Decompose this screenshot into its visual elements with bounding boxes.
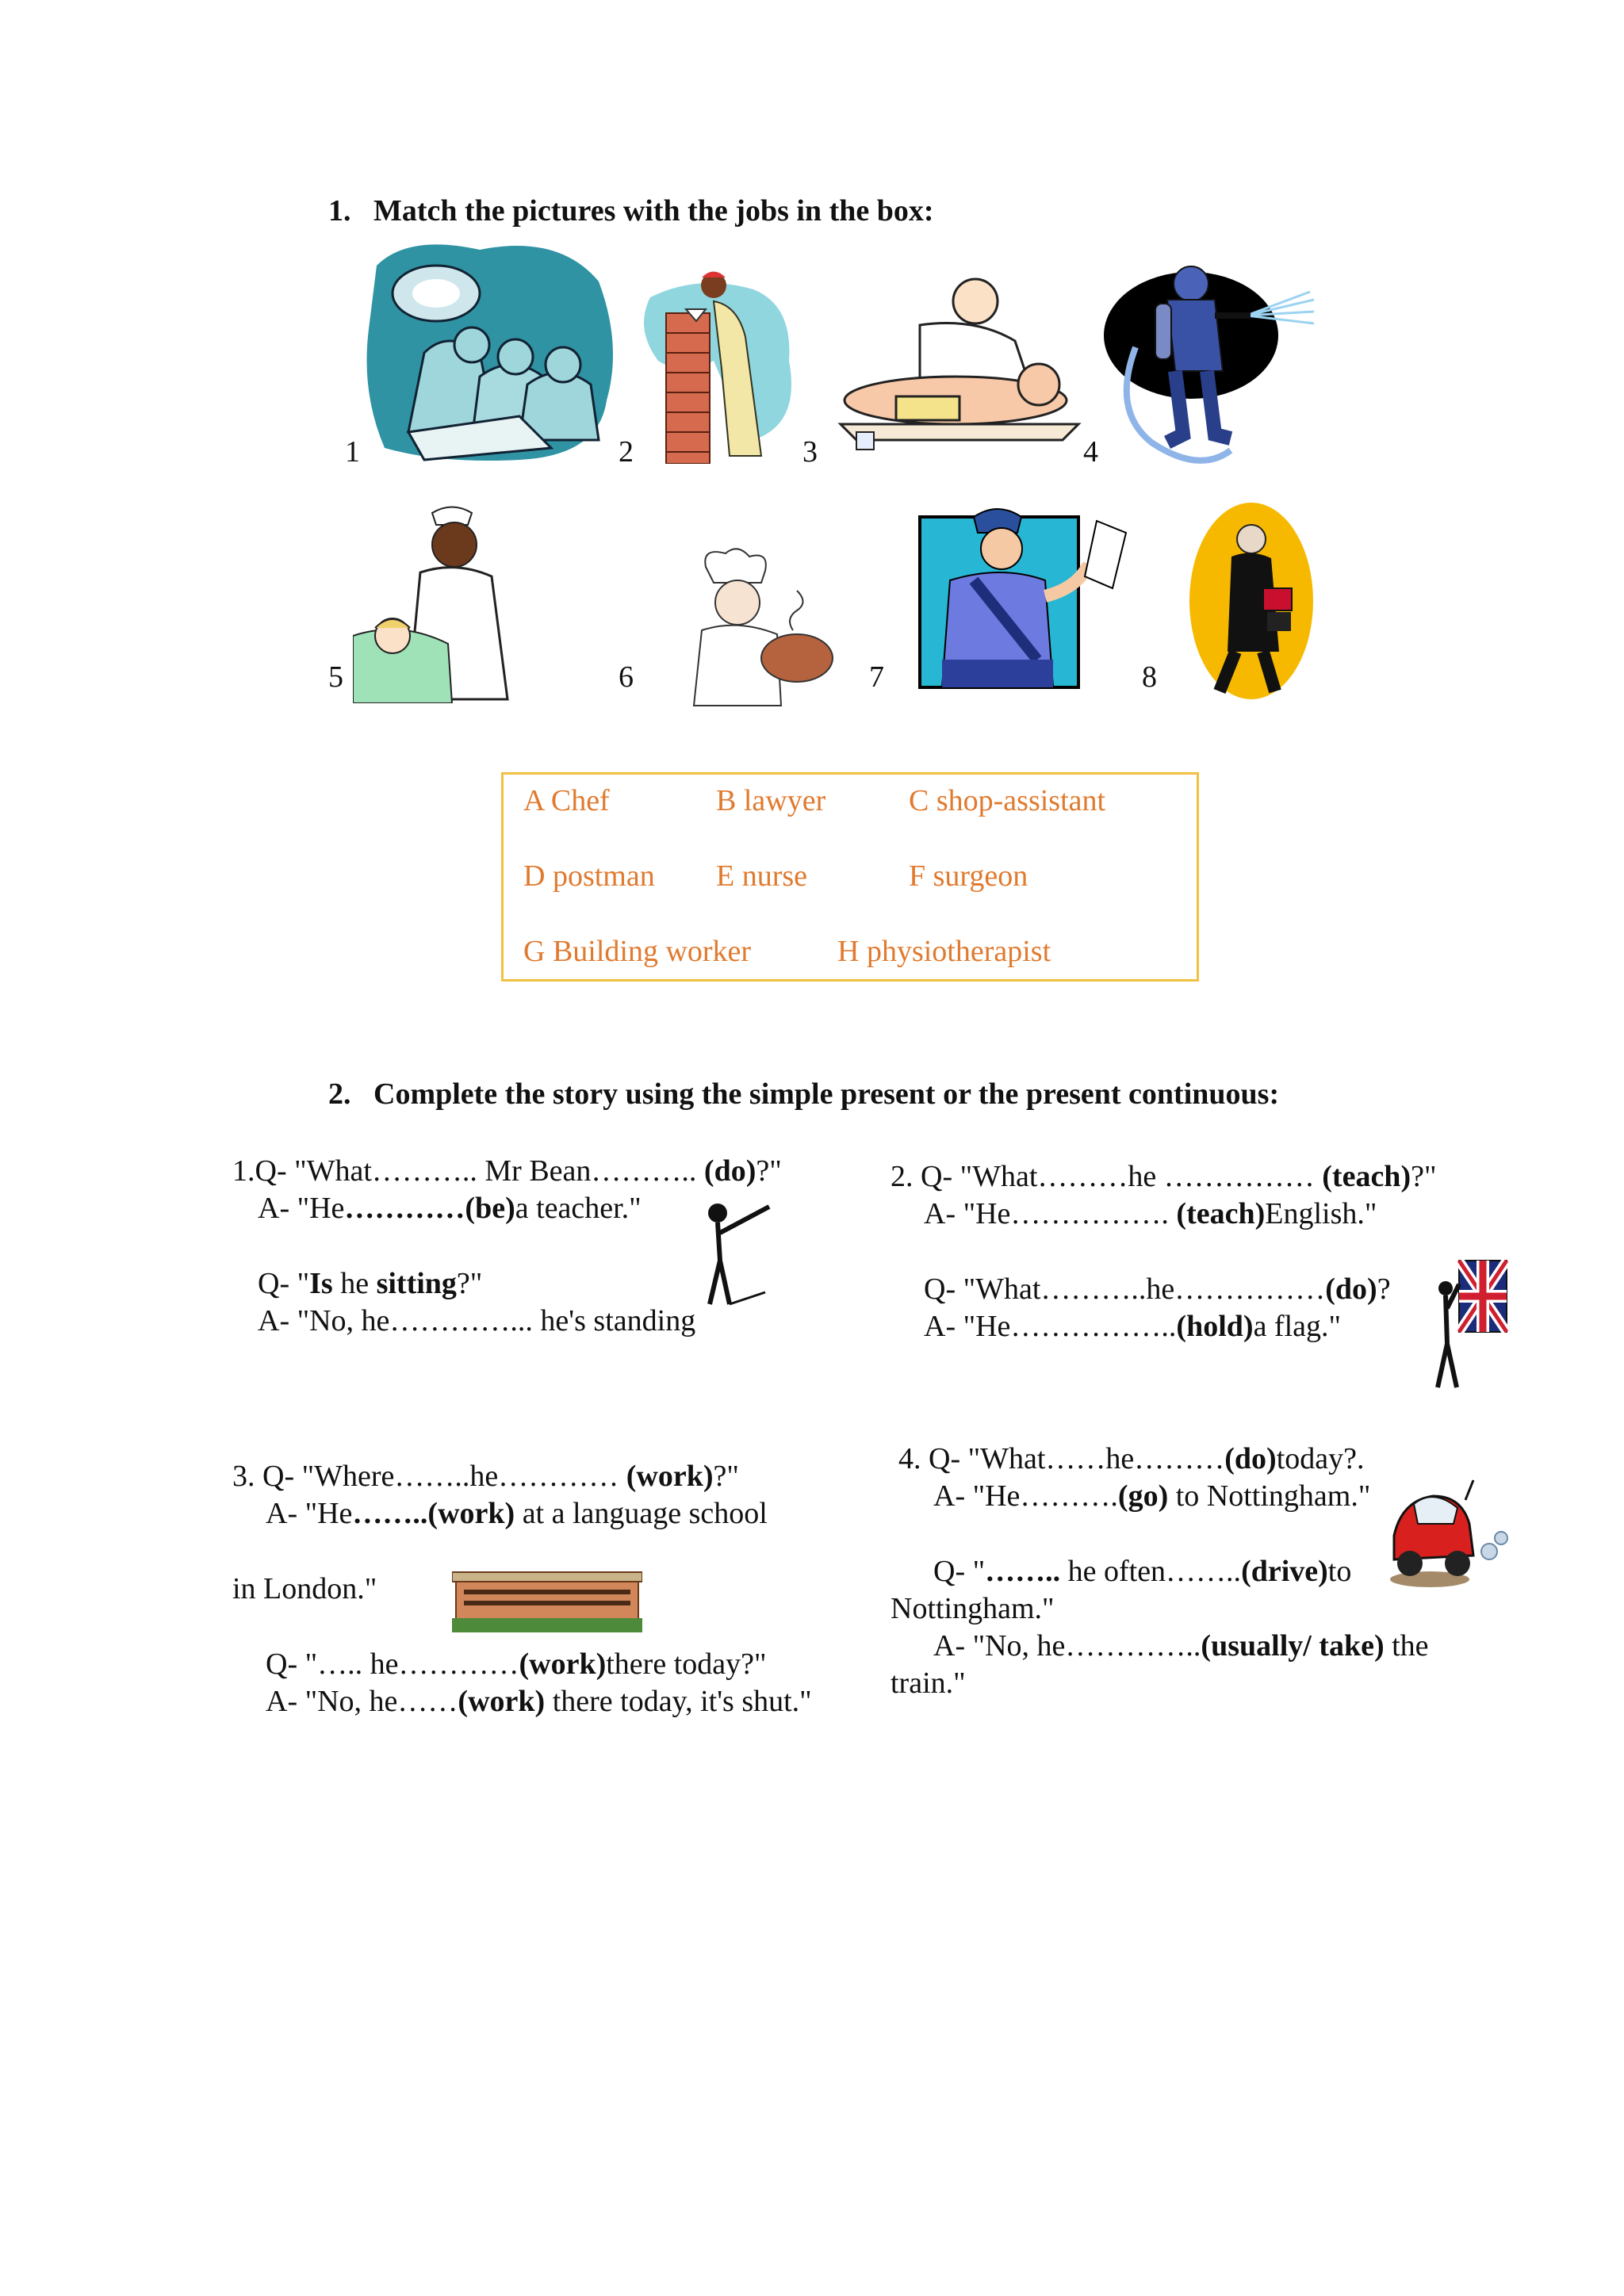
job-option: G Building worker bbox=[523, 935, 752, 968]
picture-number: 4 bbox=[1083, 435, 1098, 469]
job-option: H physiotherapist bbox=[837, 935, 1051, 968]
surgeons-operating-icon bbox=[361, 234, 619, 464]
job-option: C shop-assistant bbox=[909, 784, 1106, 817]
picture-number: 3 bbox=[802, 435, 818, 469]
job-option: A Chef bbox=[523, 784, 610, 817]
lawyer-briefcase-icon bbox=[1188, 501, 1315, 701]
physiotherapist-massage-icon bbox=[825, 270, 1086, 452]
exercise-line: A- "No, he……(work) there today, it's shut." bbox=[266, 1685, 812, 1718]
mr-bean-flag-icon bbox=[1431, 1253, 1511, 1391]
exercise-line: A- "He……..(work) at a language school bbox=[266, 1497, 768, 1530]
red-car-icon bbox=[1386, 1476, 1513, 1591]
section-2-heading bbox=[328, 1077, 1279, 1112]
exercise-line: 2. Q- "What………he …………… (teach)?" bbox=[891, 1160, 1437, 1193]
exercise-line: in London." bbox=[232, 1572, 377, 1605]
exercise-line: train." bbox=[891, 1667, 966, 1700]
job-option: E nurse bbox=[716, 859, 808, 893]
exercise-line: A- "He…………(be)a teacher." bbox=[258, 1192, 642, 1225]
picture-number: 1 bbox=[345, 435, 360, 469]
picture-number: 5 bbox=[328, 660, 343, 694]
exercise-line: A- "No, he…………... he's standing bbox=[258, 1304, 696, 1337]
mr-bean-pointing-icon bbox=[698, 1197, 777, 1308]
job-option: F surgeon bbox=[909, 859, 1028, 893]
exercise-line: Q- "What………..he……………(do)? bbox=[924, 1272, 1391, 1306]
section-2-number: 2. bbox=[328, 1077, 351, 1111]
exercise-line: A- "He……………..(hold)a flag." bbox=[924, 1310, 1342, 1343]
building-worker-bricks-icon bbox=[634, 266, 801, 464]
exercise-line: Q- "….. he…………(work)there today?" bbox=[266, 1647, 767, 1681]
section-1-heading bbox=[328, 193, 934, 228]
exercise-line: A- "No, he…………..(usually/ take) the bbox=[933, 1629, 1429, 1663]
picture-number: 7 bbox=[869, 660, 884, 694]
exercise-line: 3. Q- "Where……..he………… (work)?" bbox=[232, 1460, 739, 1493]
exercise-line: 4. Q- "What……he………(do)today?. bbox=[898, 1442, 1365, 1475]
exercise-line: Q- "Is he sitting?" bbox=[258, 1267, 483, 1300]
school-building-icon bbox=[452, 1566, 642, 1633]
exercise-line: A- "He……………. (teach)English." bbox=[924, 1197, 1377, 1230]
nurse-patient-icon bbox=[353, 501, 519, 703]
exercise-line: Q- "…….. he often……..(drive)to bbox=[933, 1555, 1352, 1588]
exercise-line: Nottingham." bbox=[891, 1592, 1055, 1625]
picture-number: 8 bbox=[1142, 660, 1157, 694]
job-option: B lawyer bbox=[716, 784, 826, 817]
section-1-number: 1. bbox=[328, 194, 351, 228]
section-2-title: Complete the story using the simple present or the present continuous: bbox=[373, 1077, 1280, 1111]
picture-number: 6 bbox=[619, 660, 634, 694]
firefighter-hose-icon bbox=[1104, 252, 1318, 466]
postman-letter-icon bbox=[918, 501, 1132, 691]
exercise-line: A- "He……….(go) to Nottingham." bbox=[933, 1479, 1371, 1513]
job-option: D postman bbox=[523, 859, 655, 893]
exercise-line: 1.Q- "What……….. Mr Bean……….. (do)?" bbox=[232, 1154, 782, 1188]
chef-pot-icon bbox=[670, 547, 845, 714]
picture-number: 2 bbox=[619, 435, 634, 469]
section-1-title: Match the pictures with the jobs in the box: bbox=[373, 194, 934, 228]
